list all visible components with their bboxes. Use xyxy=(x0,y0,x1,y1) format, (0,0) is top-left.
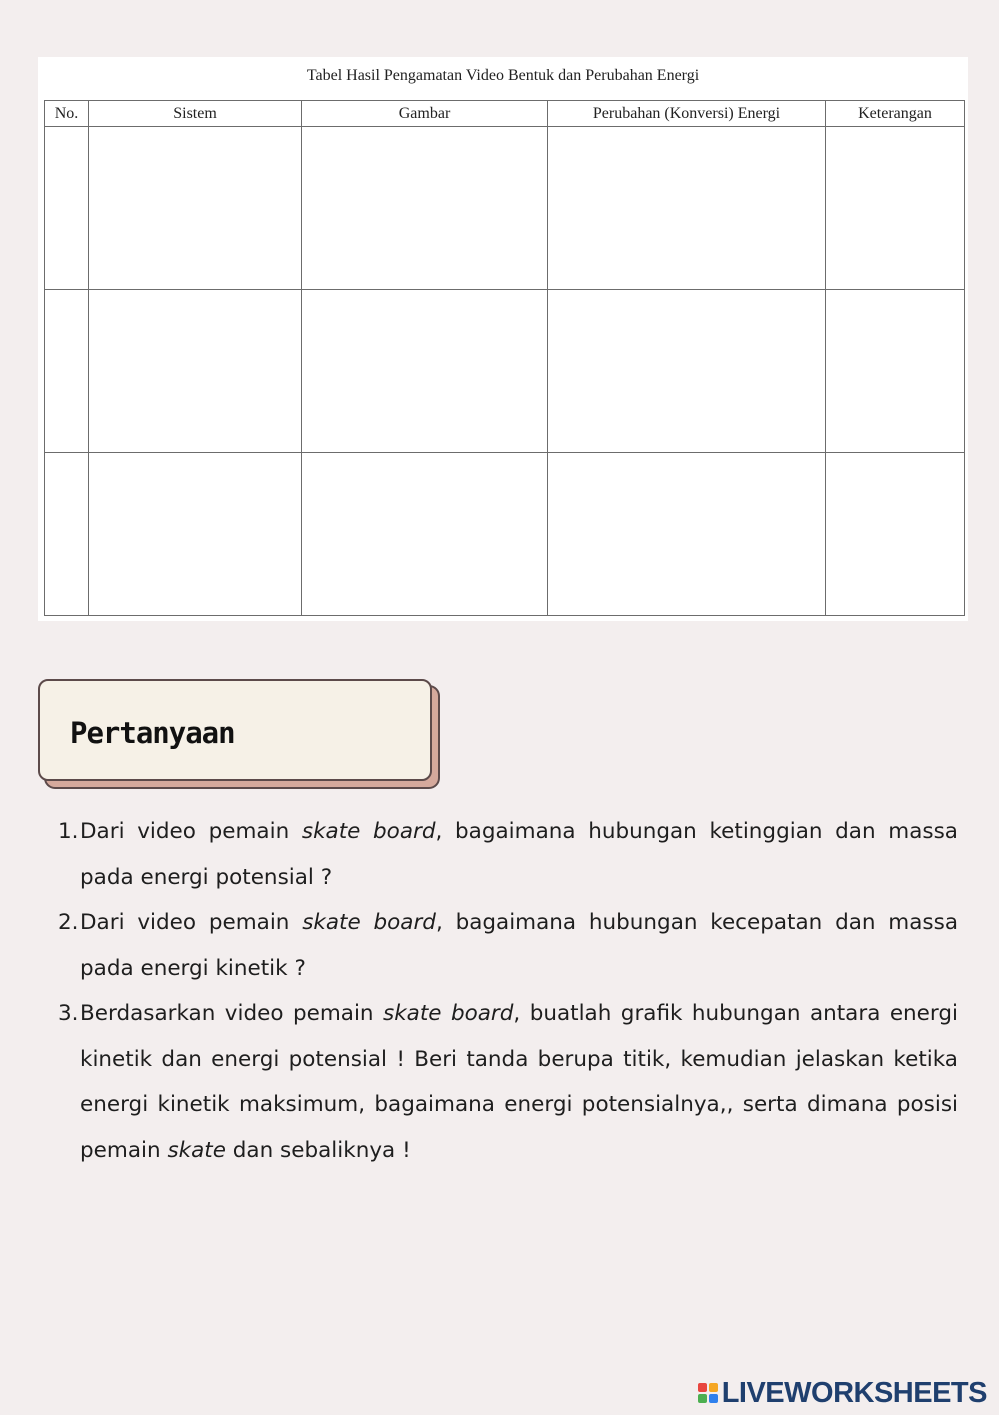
question-emphasis: skate xyxy=(167,1137,226,1163)
table-cell[interactable] xyxy=(826,290,965,453)
question-number: 2. xyxy=(58,910,79,935)
column-header-keterangan: Keterangan xyxy=(826,101,965,127)
table-cell[interactable] xyxy=(45,453,89,616)
table-header-row xyxy=(45,101,965,127)
table-cell[interactable] xyxy=(826,127,965,290)
question-emphasis: skate board xyxy=(302,910,436,935)
table-row xyxy=(45,290,965,453)
column-header-perubahan-energi: Perubahan (Konversi) Energi xyxy=(548,101,826,127)
questions-header-box xyxy=(38,679,432,781)
table-cell[interactable] xyxy=(89,290,302,453)
table-cell[interactable] xyxy=(826,453,965,616)
question-text-part: , bagaimana hubungan kecepatan dan massa pada energi kinetik ? xyxy=(80,910,958,981)
table-cell[interactable] xyxy=(548,453,826,616)
table-caption: Tabel Hasil Pengamatan Video Bentuk dan Perubahan Energi xyxy=(306,67,700,84)
question-item-1 xyxy=(58,809,958,900)
question-emphasis: skate board xyxy=(301,819,436,844)
question-item-3 xyxy=(58,991,958,1173)
question-number: 1. xyxy=(58,819,79,844)
question-text-part: Berdasarkan video pemain xyxy=(80,1001,384,1026)
question-text-part: Dari video pemain xyxy=(80,910,303,935)
table-cell[interactable] xyxy=(548,290,826,453)
liveworksheets-brand[interactable] xyxy=(698,1377,987,1409)
table-row xyxy=(45,453,965,616)
question-text xyxy=(80,991,958,1173)
liveworksheets-logo-icon xyxy=(698,1383,718,1403)
question-text xyxy=(80,809,958,900)
question-text-part: , bagaimana hubungan ketinggian dan massa pada energi potensial ? xyxy=(80,819,958,890)
table-cell[interactable] xyxy=(89,127,302,290)
question-text-part: dan sebaliknya ! xyxy=(225,1137,411,1163)
question-text-part: , buatlah grafik hubungan antara energi kinetik dan energi potensial ! Beri tanda berupa titik, kemudian jelaskan ketika energi kinetik maksimum, bagaimana energi potensialnya,, serta dimana posisi pemain xyxy=(80,1001,958,1163)
table-row xyxy=(45,127,965,290)
observation-table xyxy=(44,100,965,616)
table-cell[interactable] xyxy=(45,290,89,453)
question-number: 3. xyxy=(58,1001,79,1026)
column-header-no: No. xyxy=(45,101,89,127)
table-cell[interactable] xyxy=(302,453,548,616)
table-cell[interactable] xyxy=(548,127,826,290)
section-title: Pertanyaan xyxy=(70,716,235,750)
question-emphasis: skate board xyxy=(383,1001,514,1026)
column-header-sistem: Sistem xyxy=(89,101,302,127)
table-cell[interactable] xyxy=(302,127,548,290)
brand-name: LIVEWORKSHEETS xyxy=(721,1376,987,1409)
observation-table-card xyxy=(38,57,968,621)
column-header-gambar: Gambar xyxy=(302,101,548,127)
table-cell[interactable] xyxy=(89,453,302,616)
question-text xyxy=(80,900,958,991)
question-text-part: Dari video pemain xyxy=(80,819,302,844)
table-cell[interactable] xyxy=(45,127,89,290)
question-item-2 xyxy=(58,900,958,991)
question-list xyxy=(58,809,958,1173)
table-cell[interactable] xyxy=(302,290,548,453)
